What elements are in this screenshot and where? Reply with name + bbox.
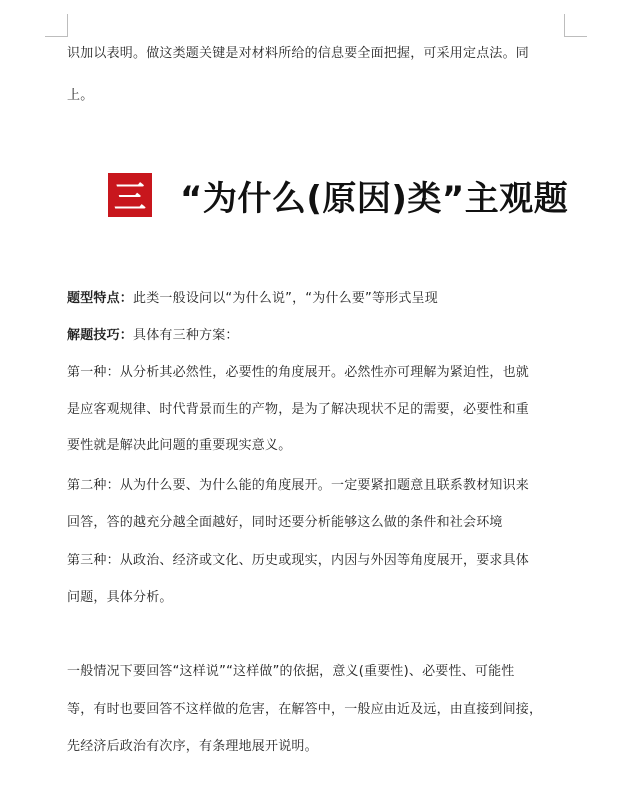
option3-line-2: 问题，具体分析。 — [67, 590, 173, 605]
features-label: 题型特点： — [67, 291, 134, 306]
summary-line-1: 一般情况下要回答“这样说”“这样做”的依据，意义(重要性)、必要性、可能性 — [67, 664, 515, 679]
tips-text: 具体有三种方案： — [133, 328, 239, 343]
summary-line-2: 等，有时也要回答不这样做的危害，在解答中，一般应由近及远，由直接到间接， — [67, 702, 543, 717]
tips-label: 解题技巧： — [67, 328, 134, 343]
section-number-badge: 三 — [108, 173, 152, 217]
intro-line-1: 识加以表明。做这类题关键是对材料所给的信息要全面把握，可采用定点法。同 — [67, 46, 530, 61]
intro-line-2: 上。 — [67, 88, 94, 103]
option1-line-2: 是应客观规律、时代背景而生的产物，是为了解决现状不足的需要，必要性和重 — [67, 402, 530, 417]
tips-paragraph — [67, 327, 239, 345]
features-paragraph — [67, 290, 438, 308]
option1-line-3: 要性就是解决此问题的重要现实意义。 — [67, 438, 292, 453]
features-text: 此类一般设问以“为什么说”，“为什么要”等形式呈现 — [133, 291, 438, 306]
section-title: “为什么(原因)类”主观题 — [180, 178, 569, 219]
option1-line-1: 第一种：从分析其必然性，必要性的角度展开。必然性亦可理解为紧迫性，也就 — [67, 365, 530, 380]
option2-line-2: 回答，答的越充分越全面越好，同时还要分析能够这么做的条件和社会环境 — [67, 515, 503, 530]
summary-line-3: 先经济后政治有次序，有条理地展开说明。 — [67, 739, 318, 754]
option3-line-1: 第三种：从政治、经济或文化、历史或现实，内因与外因等角度展开，要求具体 — [67, 553, 530, 568]
section-heading — [108, 170, 568, 220]
page-corner-mark-top-right — [564, 14, 587, 37]
page-corner-mark-top-left — [45, 14, 68, 37]
option2-line-1: 第二种：从为什么要、为什么能的角度展开。一定要紧扣题意且联系教材知识来 — [67, 478, 530, 493]
